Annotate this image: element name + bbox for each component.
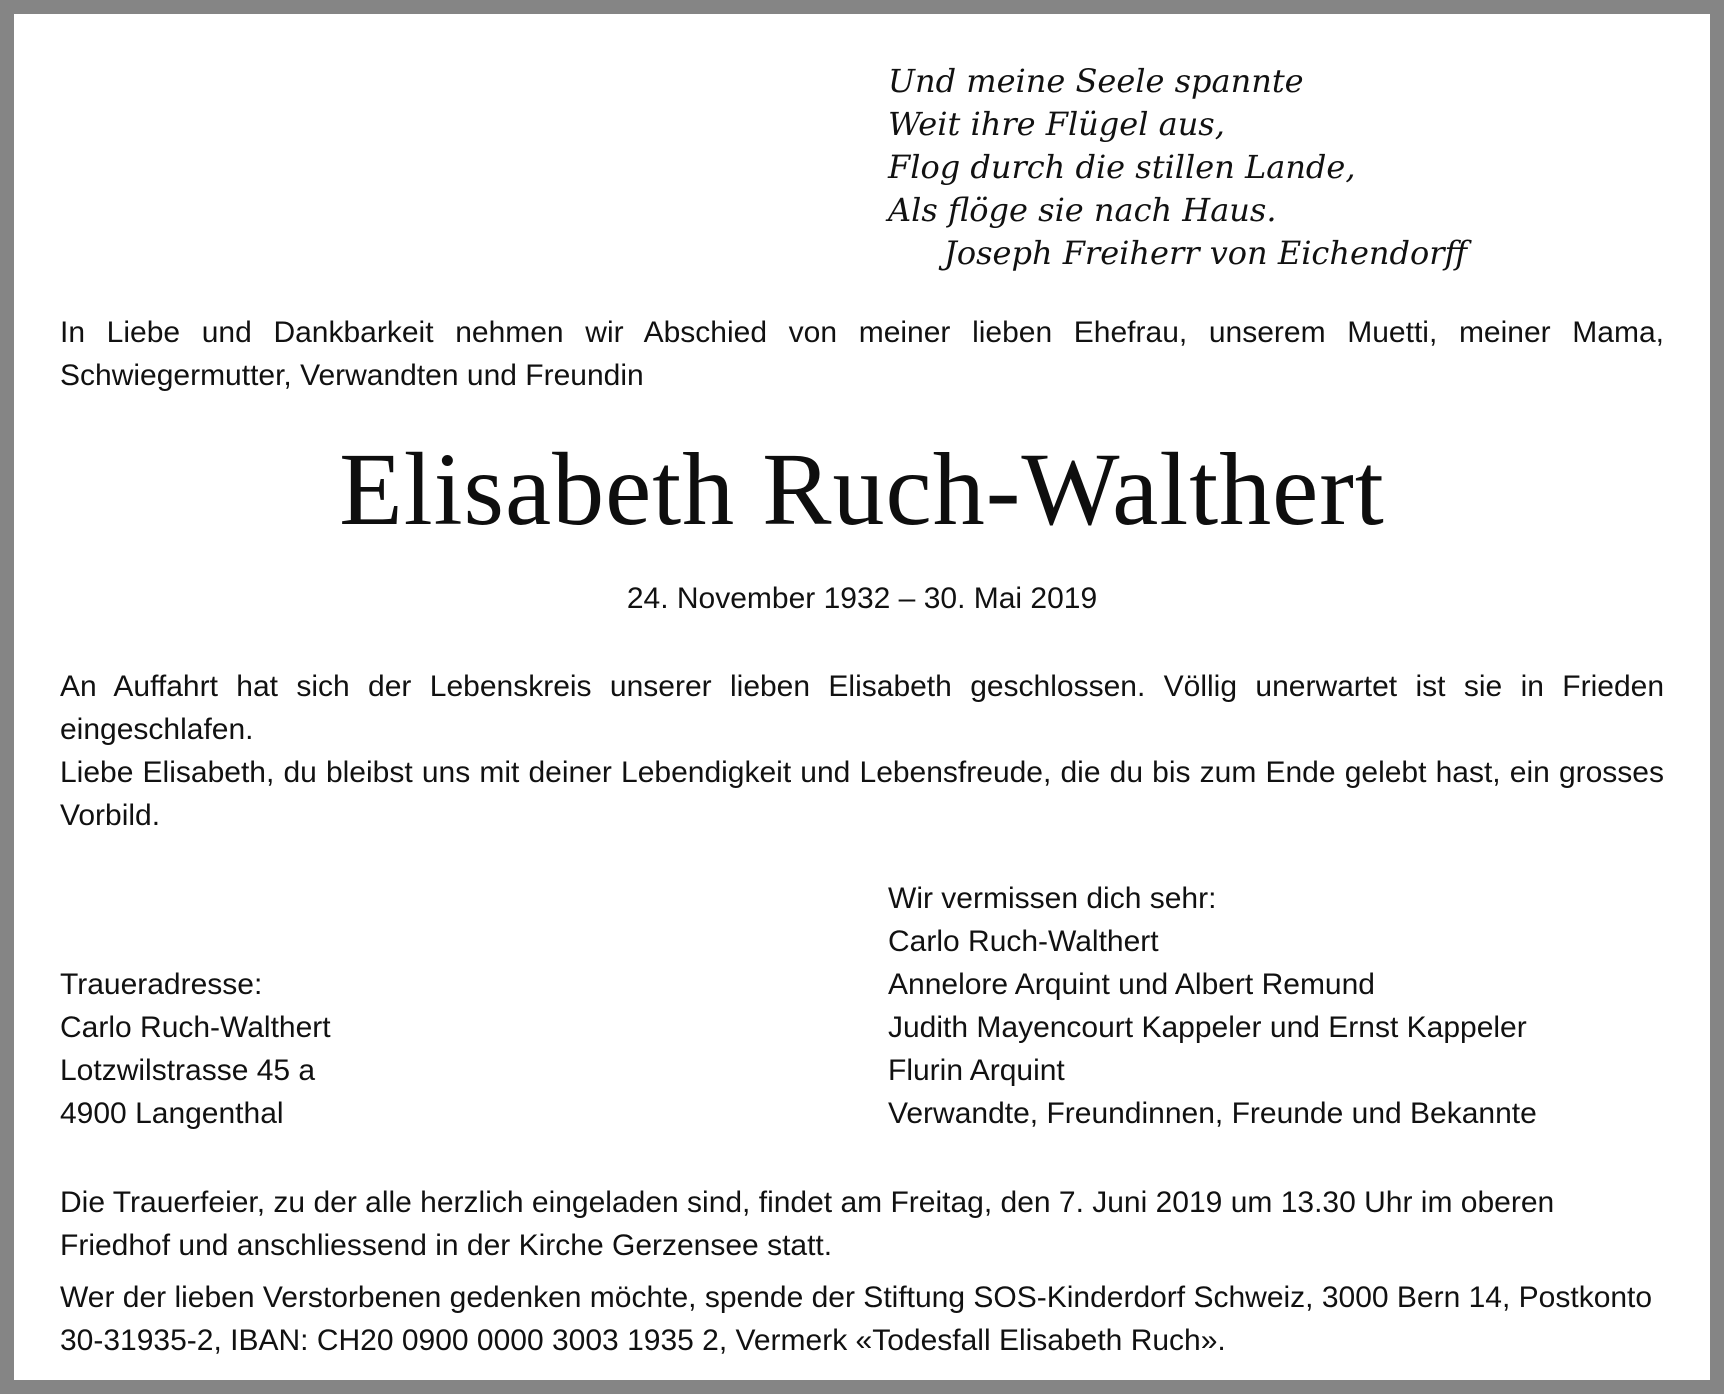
mourner-name: Judith Mayencourt Kappeler und Ernst Kappeler [888,1011,1527,1044]
funeral-paragraph: Die Trauerfeier, zu der alle herzlich eingeladen sind, findet am Freitag, den 7. Juni 2019 um 13.30 Uhr im oberen Friedhof und anschliessend in der Kirche Gerzensee statt. [60,1186,1555,1262]
mourner-name: Verwandte, Freundinnen, Freunde und Bekannte [888,1097,1537,1130]
intro-text [60,311,1664,397]
mourner-name: Flurin Arquint [888,1054,1065,1087]
passage-paragraph: Liebe Elisabeth, du bleibst uns mit deiner Lebendigkeit und Lebensfreude, die du bis zum Ende gelebt hast, ein grosses Vorbild. [60,756,1664,832]
mourning-address [60,963,331,1135]
donation-paragraph: Wer der lieben Verstorbenen gedenken möchte, spende der Stiftung SOS-Kinderdorf Schweiz, 3000 Bern 14, Postkonto 30-31935-2, IBAN: CH20 0900 0000 3003 1935 2, Vermerk «Todesfall Elisabeth Ruch». [60,1281,1653,1357]
mourner-name: Carlo Ruch-Walthert [888,925,1159,958]
deceased-name: Elisabeth Ruch-Walthert [339,432,1385,547]
mourners-heading: Wir vermissen dich sehr: [888,882,1217,915]
address-line: 4900 Langenthal [60,1097,284,1130]
poem-author: Joseph Freiherr von Eichendorff [944,234,1468,272]
poem-line: Und meine Seele spannte [888,62,1304,100]
funeral-info [60,1181,1664,1267]
poem-line: Weit ihre Flügel aus, [888,105,1225,143]
passage-paragraph: An Auffahrt hat sich der Lebenskreis unserer lieben Elisabeth geschlossen. Völlig unerwartet ist sie in Frieden eingeschlafen. [60,670,1664,746]
address-line: Carlo Ruch-Walthert [60,1011,331,1044]
passage [60,665,1664,837]
obituary-card [14,14,1710,1380]
life-dates: 24. November 1932 – 30. Mai 2019 [626,582,1098,615]
mourner-name: Annelore Arquint und Albert Remund [888,968,1375,1001]
mourners-list [888,877,1537,1135]
address-heading: Traueradresse: [60,968,263,1001]
poem-line: Flog durch die stillen Lande, [888,148,1356,186]
poem [888,60,1467,275]
poem-line: Als flöge sie nach Haus. [888,191,1277,229]
intro-paragraph: In Liebe und Dankbarkeit nehmen wir Abschied von meiner lieben Ehefrau, unserem Muetti, meiner Mama, Schwiegermutter, Verwandten und Freundin [60,316,1664,392]
donation-info [60,1276,1664,1362]
address-line: Lotzwilstrasse 45 a [60,1054,316,1087]
